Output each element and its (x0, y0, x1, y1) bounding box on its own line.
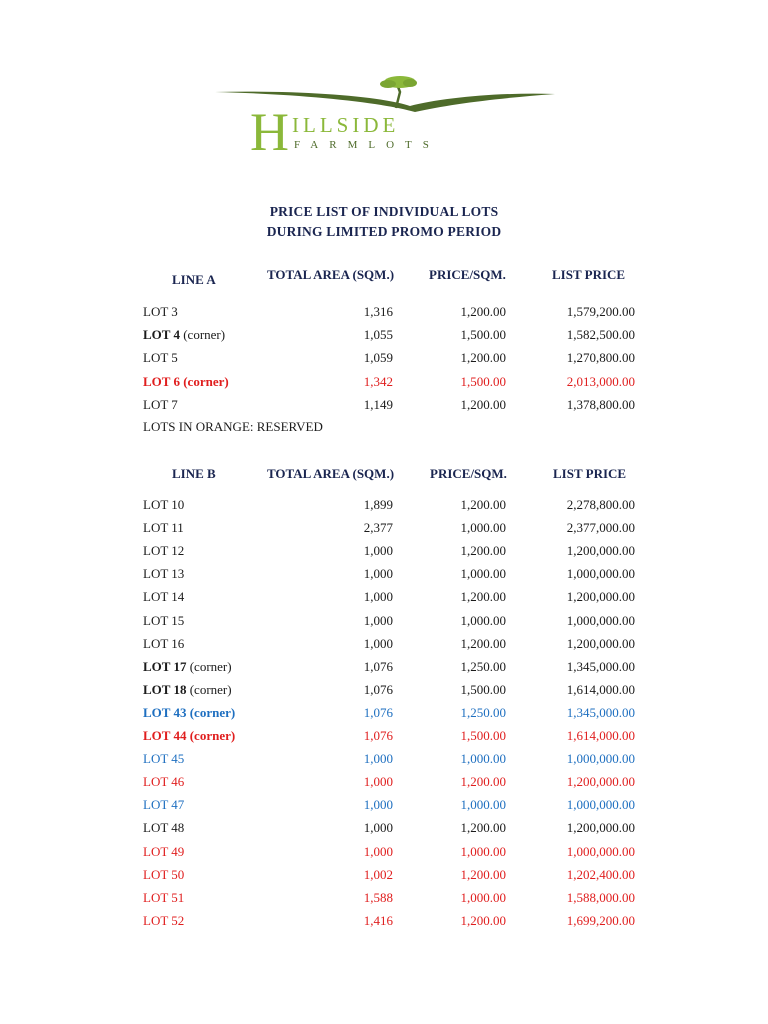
list-price: 1,200,000.00 (566, 589, 635, 605)
price-per-sqm: 1,200.00 (460, 866, 506, 882)
table-row (0, 589, 768, 609)
table-row (0, 728, 768, 748)
logo-word-farmlots: FARMLOTS (294, 139, 440, 151)
table-row (0, 774, 768, 794)
table-row (0, 327, 768, 347)
price-per-sqm: 1,200.00 (460, 543, 506, 559)
price-per-sqm: 1,000.00 (460, 751, 506, 767)
lot-area: 1,000 (363, 820, 393, 836)
lot-area: 1,076 (363, 658, 393, 674)
lot-area: 1,076 (363, 704, 393, 720)
price-per-sqm: 1,200.00 (460, 635, 506, 651)
price-per-sqm: 1,250.00 (460, 704, 506, 720)
table-row (0, 613, 768, 633)
lot-area: 1,000 (363, 635, 393, 651)
line-a-price-header: PRICE/SQM. (429, 267, 506, 282)
table-row (0, 705, 768, 725)
lot-area: 1,000 (363, 612, 393, 628)
lot-area: 1,588 (363, 889, 393, 905)
lot-area: 1,076 (363, 681, 393, 697)
lot-area: 1,000 (363, 843, 393, 859)
lot-name: LOT 12 (143, 543, 185, 559)
table-row (0, 350, 768, 370)
lot-name: LOT 52 (143, 912, 185, 928)
list-price: 2,013,000.00 (566, 373, 635, 389)
lot-name: LOT 11 (143, 520, 184, 536)
lot-name: LOT 7 (143, 396, 178, 412)
price-per-sqm: 1,000.00 (460, 889, 506, 905)
list-price: 1,378,800.00 (566, 396, 635, 412)
lot-name: LOT 47 (143, 797, 185, 813)
list-price: 1,200,000.00 (566, 543, 635, 559)
lot-name: LOT 15 (143, 612, 185, 628)
list-price: 1,270,800.00 (566, 350, 635, 366)
table-row (0, 797, 768, 817)
line-b-list-header: LIST PRICE (553, 466, 627, 481)
list-price: 1,200,000.00 (566, 774, 635, 790)
price-per-sqm: 1,000.00 (460, 843, 506, 859)
table-row (0, 820, 768, 840)
price-per-sqm: 1,250.00 (460, 658, 506, 674)
logo-word-illside: ILLSIDE (292, 113, 400, 137)
lot-area: 1,000 (363, 751, 393, 767)
page-title-line-2: DURING LIMITED PROMO PERIOD (266, 224, 502, 239)
lot-name: LOT 43 (corner) (143, 704, 236, 720)
table-row (0, 374, 768, 394)
table-row (0, 751, 768, 771)
lot-name: LOT 16 (143, 635, 185, 651)
lot-name: LOT 46 (143, 774, 185, 790)
lot-name: LOT 10 (143, 497, 185, 512)
table-row (0, 682, 768, 702)
price-per-sqm: 1,000.00 (460, 797, 506, 813)
lot-name: LOT 44 (corner) (143, 728, 236, 743)
table-row (0, 867, 768, 887)
price-per-sqm: 1,200.00 (460, 497, 506, 512)
lot-name: LOT 5 (143, 350, 178, 366)
lot-name: LOT 18 (corner) (143, 681, 232, 697)
list-price: 1,588,000.00 (566, 889, 635, 905)
price-per-sqm: 1,500.00 (460, 327, 506, 343)
line-a-list-header: LIST PRICE (552, 267, 626, 282)
lot-name: LOT 45 (143, 751, 185, 767)
list-price: 1,202,400.00 (566, 866, 635, 882)
page-title-line-1: PRICE LIST OF INDIVIDUAL LOTS (269, 204, 499, 219)
lot-area: 1,899 (363, 497, 393, 512)
lot-name: LOT 13 (143, 566, 185, 582)
line-b-price-header: PRICE/SQM. (430, 466, 507, 481)
line-b-label: LINE B (172, 466, 216, 481)
list-price: 1,699,200.00 (566, 912, 635, 928)
lot-name: LOT 51 (143, 889, 185, 905)
price-per-sqm: 1,200.00 (460, 774, 506, 790)
table-row (0, 659, 768, 679)
list-price: 1,200,000.00 (566, 635, 635, 651)
price-per-sqm: 1,200.00 (460, 820, 506, 836)
lot-name: LOT 3 (143, 304, 178, 319)
price-per-sqm: 1,000.00 (460, 520, 506, 536)
line-a-label: LINE A (172, 272, 216, 287)
lot-area: 1,000 (363, 797, 393, 813)
table-row (0, 844, 768, 864)
list-price: 1,000,000.00 (566, 566, 635, 582)
list-price: 1,000,000.00 (566, 797, 635, 813)
price-per-sqm: 1,500.00 (460, 373, 506, 389)
logo-letter-h: H (250, 102, 289, 160)
lot-name: LOT 17 (corner) (143, 658, 232, 674)
list-price: 1,614,000.00 (566, 681, 635, 697)
table-row (0, 304, 768, 324)
table-row (0, 636, 768, 656)
list-price: 1,579,200.00 (566, 304, 635, 319)
lot-area: 1,000 (363, 543, 393, 559)
list-price: 1,582,500.00 (566, 327, 635, 343)
list-price: 1,200,000.00 (566, 820, 635, 836)
list-price: 1,614,000.00 (566, 728, 635, 743)
lot-name: LOT 48 (143, 820, 185, 836)
line-a-area-header: TOTAL AREA (SQM.) (267, 267, 395, 282)
table-row (0, 566, 768, 586)
table-row (0, 913, 768, 933)
lot-area: 2,377 (363, 520, 393, 536)
lot-area: 1,149 (363, 396, 393, 412)
lot-name: LOT 6 (corner) (143, 373, 229, 389)
lot-name: LOT 4 (corner) (143, 327, 226, 343)
lot-area: 1,000 (363, 566, 393, 582)
price-per-sqm: 1,000.00 (460, 612, 506, 628)
table-row (0, 397, 768, 417)
lot-area: 1,002 (363, 866, 393, 882)
list-price: 2,377,000.00 (566, 520, 635, 536)
hillside-farmlots-logo (210, 70, 560, 160)
lot-name: LOT 14 (143, 589, 185, 605)
lot-area: 1,059 (363, 350, 393, 366)
lot-area: 1,000 (363, 589, 393, 605)
list-price: 1,000,000.00 (566, 751, 635, 767)
lot-area: 1,000 (363, 774, 393, 790)
lot-area: 1,416 (363, 912, 393, 928)
price-per-sqm: 1,200.00 (460, 304, 506, 319)
price-per-sqm: 1,200.00 (460, 589, 506, 605)
logo-graphic (210, 70, 560, 160)
price-per-sqm: 1,500.00 (460, 728, 506, 743)
list-price: 1,345,000.00 (566, 704, 635, 720)
line-b-area-header: TOTAL AREA (SQM.) (267, 466, 395, 481)
lot-name: LOT 50 (143, 866, 185, 882)
table-row (0, 543, 768, 563)
lot-area: 1,342 (363, 373, 393, 389)
list-price: 1,345,000.00 (566, 658, 635, 674)
list-price: 2,278,800.00 (566, 497, 635, 512)
price-per-sqm: 1,000.00 (460, 566, 506, 582)
lot-area: 1,055 (363, 327, 393, 343)
price-per-sqm: 1,200.00 (460, 350, 506, 366)
table-row (0, 890, 768, 910)
table-row (0, 520, 768, 540)
lot-area: 1,076 (363, 728, 393, 743)
price-per-sqm: 1,200.00 (460, 396, 506, 412)
list-price: 1,000,000.00 (566, 612, 635, 628)
lot-name: LOT 49 (143, 843, 185, 859)
list-price: 1,000,000.00 (566, 843, 635, 859)
price-per-sqm: 1,500.00 (460, 681, 506, 697)
price-per-sqm: 1,200.00 (460, 912, 506, 928)
reserved-note: LOTS IN ORANGE: RESERVED (143, 419, 323, 434)
table-row (0, 497, 768, 517)
lot-area: 1,316 (363, 304, 393, 319)
